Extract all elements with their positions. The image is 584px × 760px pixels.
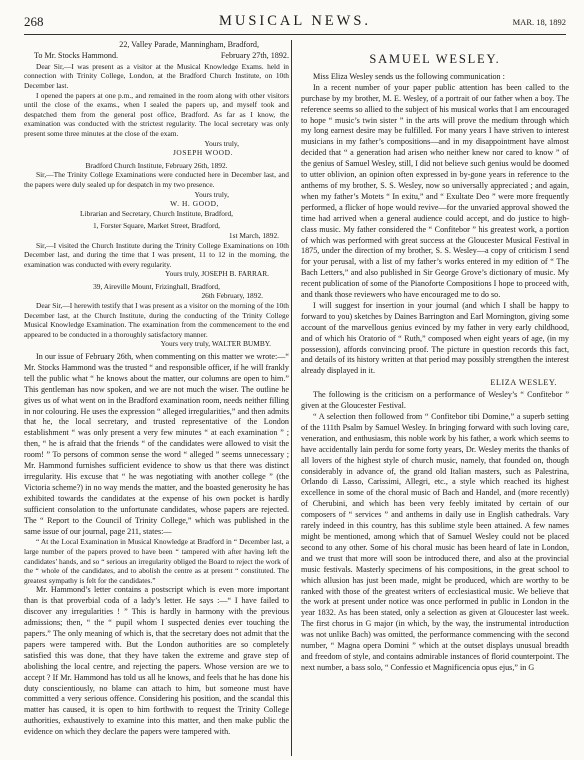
header-rule xyxy=(24,34,566,35)
letter-signatory-title: Librarian and Secretary, Church Institute, Bradford, xyxy=(79,208,234,218)
letter-signature: Yours very truly, WALTER BUMBY. xyxy=(160,339,271,349)
letter-closing: Yours truly, xyxy=(194,189,229,199)
letter-date: February 27th, 1892. xyxy=(220,50,289,60)
letter-closing: Yours truly, xyxy=(204,138,239,148)
letter-date: 1st March, 1892. xyxy=(228,230,279,240)
letter-signature: JOSEPH WOOD. xyxy=(172,148,233,158)
page-number: 268 xyxy=(24,14,44,29)
article-intro: Miss Eliza Wesley sends us the following communication : xyxy=(313,71,505,81)
letter-address: 39, Aireville Mount, Frizinghall, Bradford, xyxy=(93,281,220,291)
editorial-paragraph: In our issue of February 26th, when commenting on this matter we wrote:—“ Mr. Stocks Hammond was the trusted “ and responsible officer, if he will frankly tell the public what “ he knows about the matter, our columns are open to him.” This gentleman has now spoken, and we are not much the wiser. The outline he gives us of what went on in the Bradford examination room, needs neither filling in nor colouring. He uses the expression “ alleged irregularities,” and then admits that he, the local secretary, and trusted representative of the London establishment “ was only present a very few minutes “ at each examination ” ; then, “ he is afraid that the friends “ of the candidates were allowed to visit the room! ” To persons of common sense the word “ alleged ” seems unnecessary ; Mr. Hammond furnishes sufficient evidence to show us that there was distinct irregularity. His excuse that “ he was negotiating with another college ” (the Victoria scheme?) in no way mends the matter, and the boasted generosity he has exhibited towards the candidates at the expense of his own pocket is hardly sufficient consolation to the unfortunate candidates, whose papers are rejected. The “ Report to the Council of Trinity College,” which was published in the same issue of our journal, page 211, states:— xyxy=(24,352,289,536)
report-quotation: “ At the Local Examination in Musical Knowledge at Bradford in “ December last, a large number of the papers proved to have been “ tampered with after having left the candidates’ hands, and so “ serious an irregularity obliged the Board to reject the work of the “ whole of the candidates, and to abolish the centre as at present “ constituted. The greatest sympathy is felt for the candidates.” xyxy=(24,537,289,585)
masthead-title: MUSICAL NEWS. xyxy=(218,13,372,29)
letter-body: Sir,—The Trinity College Examinations were conducted here in December last, and the papers were duly sealed up for despatch in my two presence. xyxy=(24,170,289,189)
article-signature: ELIZA WESLEY. xyxy=(490,378,557,388)
letter-date: 26th February, 1892. xyxy=(201,291,263,301)
letter-address: Bradford Church Institute, February 26th, 1892. xyxy=(85,160,228,170)
letter-signature: Yours truly, JOSEPH B. FARRAR. xyxy=(165,269,269,279)
criticism-quotation: “ A selection then followed from “ Confitebor tibi Domine,” a superb setting of the 111th Psalm by Samuel Wesley. In bringing forward with such loving care, veneration, and enthusiasm, this noble work by his father, a work which seems to have accidentally lain perdu for some forty years, Dr. Wesley merits the thanks of all lovers of the highest style of church music, namely, that founded on, though considerably in advance of, the grand old Italian masters, such as Palestrina, Orlando di Lasso, Carissimi, Allegri, etc., a style which reached its highest excellence in some of the choral music of Bach and Handel, and (more recently) of Cherubini, and which has been very feebly imitated by certain of our composers of “ services ” and anthems in daily use in English cathedrals. Vary rarely indeed in this country, has this sublime style been attained. A few names might be mentioned, among which that of Samuel Wesley could not be placed second to any other. Some of his choral music has been heard of late in London, and we trust that more will soon be introduced there, and also at the provincial music festivals. Masterly specimens of his compositions, in the great school to which allusion has just been made, might be produced, which are worthy to be ranked with those of the greatest writers of ecclesiastical music. We believe that the work at present under notice was once performed in public in London in the year 1832. As has been stated, only a selection as given at Gloucester last week. The first chorus in G major (in which, by the way, the instrumental introduction was not unlike Bach) was omitted, the performance commencing with the second number, “ Magna opera Domini ” which at the outset displays unusual breadth and freedom of style, and contains admirable instances of florid counterpoint. The next number, a bass solo, “ Confessio et Magnificencia opus ejus,” in G xyxy=(301,412,569,672)
article-title: SAMUEL WESLEY. xyxy=(369,52,501,66)
article-paragraph: The following is the criticism on a performance of Wesley’s “ Confitebor ” given at the Gloucester Festival. xyxy=(301,390,569,411)
letter-signature: W. H. GOOD, xyxy=(170,199,219,209)
letter-heading xyxy=(24,51,289,62)
article-paragraph: In a recent number of your paper public attention has been called to the purchase by my brother, M. E. Wesley, of a portrait of our father when a boy. The reference seems so allied to the subject of his musical works that I am encouraged to hope “ music’s twin sister ” in the arts will prove the medium through which my long earnest desire may be fulfilled. For many years I have striven to interest musicians in my father’s compositions—and in my disappointment have almost decided that “ a generation had arisen who neither knew nor cared to know ” of the genius of Samuel Wesley, still, I did not believe such genius would be doomed to utter oblivion, an opinion often expressed in by-gone years in reference to the anthems of my brother, S. S. Wesley, now so universally appreciated ; and again, when my father’s Motets “ In exitu,” and “ Exultate Deo ” were more frequently performed, a flicker of hope would revive—for the unvaried approval showed the time had arrived when a general audience could accept, and do justice to high-class music. My father considered the “ Confitebor ” his greatest work, a portion of which was performed with great success at the Gloucester Musical Festival in 1875, under the direction of my brother, S. S. Wesley—a copy of criticism I send for your perusal, with a list of my father’s works entered in my edition of “ The Bach Letters,” and also published in Sir George Grove’s dictionary of music. My recent publication of some of the Pianoforte Compositions I hope to proceed with, and thank those reviewers who have encouraged me to do so. xyxy=(301,82,569,300)
article-paragraph: I will suggest for insertion in your journal (and which I shall be happy to forward to you) sketches by Daines Barrington and Earl Mornington, giving some account of the marvellous genius evinced by my father in very early childhood, and of which his Oratorio of “ Ruth,” composed when eight years of age, (in my possession), affords convincing proof. The picture in question records this fact, and details of its history written at that period may possibly strengthen the interest already displayed in it. xyxy=(301,300,569,376)
letter-body: Dear Sir,—I herewith testify that I was present as a visitor on the morning of the 10th December last, at the Church Institute, during the conducting of the Trinity College Musical Knowledge Examination. The examination from the commencement to the end appeared to be conducted in a thoroughly satisfactory manner. xyxy=(24,301,289,339)
letter-body: Sir,—I visited the Church Institute during the Trinity College Examinations on 10th December last, and during the time that I was present, 11 to 12 in the morning, the examination was conducted with every regularity. xyxy=(24,240,289,269)
left-column xyxy=(24,40,289,738)
column-divider xyxy=(291,40,292,756)
letter-address: 1, Forster Square, Market Street, Bradford, xyxy=(92,221,221,231)
page-header xyxy=(24,14,566,36)
letter-body: Dear Sir,—I was present as a visitor at the Musical Knowledge Exams. held in connection with Trinity College, London, at the Bradford Church Institute, on 10th December last. xyxy=(24,61,289,90)
letter-address: 22, Valley Parade, Manningham, Bradford, xyxy=(119,40,259,49)
right-column xyxy=(301,40,569,674)
issue-date: MAR. 18, 1892 xyxy=(512,17,566,27)
letter-recipient: To Mr. Stocks Hammond. xyxy=(34,50,119,60)
letter-body: I opened the papers at one p.m., and remained in the room along with other visitors until the close of the exams., when I sealed the papers up, and myself took and despatched them from the general post office, Bradford. As far as I know, the examination was conducted with the strictest regularity. The local secretary was only present some three minutes at the close of the exam. xyxy=(24,90,289,138)
editorial-paragraph: Mr. Hammond’s letter contains a postscript which is even more important than is that proverbial coda of a lady’s letter. He says :—“ I have failed to discover any irregularities ! ” This is hardly in harmony with the previous admissions; then, “ the “ pupil whom I suspected denies ever touching the papers.” The only meaning of which is, that the secretary does not admit that the papers were tampered with. But the London authorities are so completely satisfied this was done, that they have taken the extreme and grave step of abolishing the local centre, and rejecting the papers. Whose version are we to accept ? If Mr. Hammond has told us all he knows, and feels that he has done his duty conscientiously, no blame can attach to him, but someone must have committed a very serious offence. Considering his position, and the scandal this matter has caused, it is open to him forthwith to request the Trinity College authorities, exhaustively to examine into this matter, and then make public the evidence on which they declare the papers were tampered with. xyxy=(24,585,289,737)
